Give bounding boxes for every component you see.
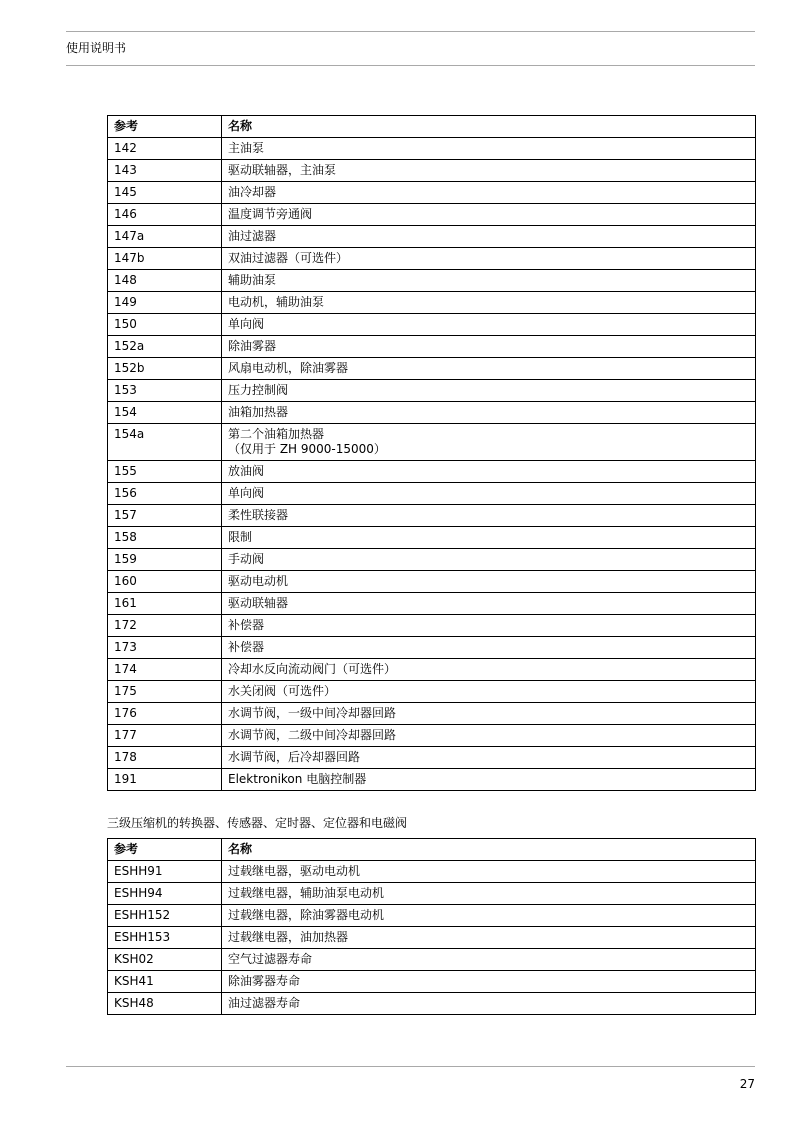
row-name-line: 油冷却器 (228, 185, 277, 199)
row-ref-cell: KSH02 (108, 949, 222, 971)
row-ref-cell: 152a (108, 336, 222, 358)
row-name-cell (222, 681, 756, 703)
row-name-cell (222, 549, 756, 571)
table-row (108, 461, 756, 483)
row-name-cell (222, 380, 756, 402)
row-name-line: 空气过滤器寿命 (228, 952, 313, 966)
row-ref-cell: 142 (108, 138, 222, 160)
row-ref-cell: 175 (108, 681, 222, 703)
row-ref-cell: 143 (108, 160, 222, 182)
row-name-line: 单向阀 (228, 486, 265, 500)
row-name-line: 过载继电器，辅助油泵电动机 (228, 886, 385, 900)
row-name-cell (222, 402, 756, 424)
table-row (108, 681, 756, 703)
row-ref-cell: 150 (108, 314, 222, 336)
row-name-line: 辅助油泵 (228, 273, 277, 287)
row-name-cell (222, 292, 756, 314)
table-row (108, 138, 756, 160)
table-row (108, 615, 756, 637)
row-name-cell (222, 861, 756, 883)
row-name-line: 压力控制阀 (228, 383, 289, 397)
row-name-line: 双油过滤器（可选件） (228, 251, 349, 265)
header-rule-top (66, 31, 755, 32)
row-name-line: 主油泵 (228, 141, 265, 155)
footer-rule (66, 1066, 755, 1067)
row-ref-cell: 152b (108, 358, 222, 380)
table-row (108, 505, 756, 527)
table-row (108, 270, 756, 292)
row-ref-cell: 157 (108, 505, 222, 527)
row-name-line: 柔性联接器 (228, 508, 289, 522)
row-name-line: 水关闭阀（可选件） (228, 684, 337, 698)
table-row (108, 358, 756, 380)
row-name-line: 温度调节旁通阀 (228, 207, 313, 221)
table-row (108, 160, 756, 182)
row-ref-cell: 154 (108, 402, 222, 424)
row-ref-cell: 161 (108, 593, 222, 615)
section-caption: 三级压缩机的转换器、传感器、定时器、定位器和电磁阀 (107, 816, 408, 830)
row-name-cell (222, 971, 756, 993)
row-name-line: 放油阀 (228, 464, 265, 478)
table-row (108, 861, 756, 883)
sensor-reference-table (107, 838, 756, 1015)
column-header-name: 名称 (222, 116, 756, 138)
row-name-line: 油过滤器 (228, 229, 277, 243)
row-ref-cell: 174 (108, 659, 222, 681)
row-ref-cell: 191 (108, 769, 222, 791)
table-row (108, 204, 756, 226)
row-ref-cell: ESHH152 (108, 905, 222, 927)
row-name-cell (222, 424, 756, 461)
row-name-line: 驱动联轴器 (228, 596, 289, 610)
row-name-line: 风扇电动机，除油雾器 (228, 361, 349, 375)
row-ref-cell: 160 (108, 571, 222, 593)
row-ref-cell: 172 (108, 615, 222, 637)
row-name-cell (222, 314, 756, 336)
column-header-ref: 参考 (108, 116, 222, 138)
row-ref-cell: 177 (108, 725, 222, 747)
row-ref-cell: 178 (108, 747, 222, 769)
row-name-line: 过载继电器，油加热器 (228, 930, 349, 944)
row-name-line: 补偿器 (228, 640, 265, 654)
row-ref-cell: 149 (108, 292, 222, 314)
row-name-cell (222, 505, 756, 527)
row-name-line: 冷却水反向流动阀门（可选件） (228, 662, 397, 676)
row-name-cell (222, 905, 756, 927)
row-name-cell (222, 703, 756, 725)
table-row (108, 593, 756, 615)
row-name-cell (222, 204, 756, 226)
header-rule-bottom (66, 65, 755, 66)
table-row (108, 659, 756, 681)
table-row (108, 971, 756, 993)
table-row (108, 703, 756, 725)
table-row (108, 883, 756, 905)
table-row (108, 226, 756, 248)
row-name-line: 限制 (228, 530, 253, 544)
row-ref-cell: 155 (108, 461, 222, 483)
column-header-ref: 参考 (108, 839, 222, 861)
row-ref-cell: 153 (108, 380, 222, 402)
row-ref-cell: 159 (108, 549, 222, 571)
row-ref-cell: ESHH94 (108, 883, 222, 905)
row-name-cell (222, 182, 756, 204)
row-ref-cell: KSH48 (108, 993, 222, 1015)
row-name-line: 水调节阀，一级中间冷却器回路 (228, 706, 397, 720)
row-name-line: 手动阀 (228, 552, 265, 566)
row-name-line: 第二个油箱加热器 (228, 427, 325, 441)
table-row (108, 314, 756, 336)
row-name-cell (222, 138, 756, 160)
row-name-line: 驱动联轴器，主油泵 (228, 163, 337, 177)
component-reference-table (107, 115, 756, 791)
table-row (108, 483, 756, 505)
row-name-cell (222, 270, 756, 292)
row-name-cell (222, 336, 756, 358)
row-name-cell (222, 527, 756, 549)
table-row (108, 993, 756, 1015)
row-name-line: 过载继电器，驱动电动机 (228, 864, 361, 878)
table-row (108, 905, 756, 927)
table-row (108, 292, 756, 314)
row-name-cell (222, 358, 756, 380)
table-row (108, 182, 756, 204)
table-row (108, 527, 756, 549)
document-title: 使用说明书 (66, 41, 127, 55)
row-ref-cell: 158 (108, 527, 222, 549)
table-row (108, 927, 756, 949)
row-name-cell (222, 949, 756, 971)
table-row (108, 424, 756, 461)
row-name-cell (222, 883, 756, 905)
row-ref-cell: 148 (108, 270, 222, 292)
row-name-cell (222, 993, 756, 1015)
row-name-line: 水调节阀，后冷却器回路 (228, 750, 361, 764)
page-number: 27 (739, 1077, 755, 1091)
row-name-cell (222, 571, 756, 593)
row-ref-cell: 145 (108, 182, 222, 204)
row-name-line: 电动机，辅助油泵 (228, 295, 325, 309)
table-header-row (108, 116, 756, 138)
row-ref-cell: KSH41 (108, 971, 222, 993)
table-row (108, 747, 756, 769)
table-row (108, 248, 756, 270)
table-body (108, 138, 756, 791)
table-body (108, 861, 756, 1015)
row-name-line: 油过滤器寿命 (228, 996, 301, 1010)
row-name-cell (222, 226, 756, 248)
row-ref-cell: 147b (108, 248, 222, 270)
row-ref-cell: 156 (108, 483, 222, 505)
table-row (108, 637, 756, 659)
table-row (108, 549, 756, 571)
row-name-line: Elektronikon 电脑控制器 (228, 772, 367, 786)
row-name-line: 除油雾器 (228, 339, 277, 353)
table-row (108, 769, 756, 791)
table-header-row (108, 839, 756, 861)
row-ref-cell: 173 (108, 637, 222, 659)
row-name-cell (222, 248, 756, 270)
table-row (108, 380, 756, 402)
row-name-cell (222, 659, 756, 681)
row-name-line: 补偿器 (228, 618, 265, 632)
table-row (108, 402, 756, 424)
row-name-line: 水调节阀，二级中间冷却器回路 (228, 728, 397, 742)
row-name-line: 过载继电器，除油雾器电动机 (228, 908, 385, 922)
table-row (108, 725, 756, 747)
row-name-cell (222, 927, 756, 949)
row-ref-cell: 147a (108, 226, 222, 248)
row-name-cell (222, 615, 756, 637)
row-name-cell (222, 637, 756, 659)
row-name-cell (222, 725, 756, 747)
row-ref-cell: 154a (108, 424, 222, 461)
row-ref-cell: ESHH153 (108, 927, 222, 949)
row-name-line: （仅用于 ZH 9000-15000） (228, 442, 386, 456)
table-row (108, 571, 756, 593)
row-name-line: 驱动电动机 (228, 574, 289, 588)
row-name-line: 除油雾器寿命 (228, 974, 301, 988)
row-name-cell (222, 747, 756, 769)
column-header-name: 名称 (222, 839, 756, 861)
row-ref-cell: ESHH91 (108, 861, 222, 883)
row-name-cell (222, 483, 756, 505)
row-name-cell (222, 461, 756, 483)
table-row (108, 949, 756, 971)
row-name-line: 油箱加热器 (228, 405, 289, 419)
row-ref-cell: 146 (108, 204, 222, 226)
row-name-line: 单向阀 (228, 317, 265, 331)
row-name-cell (222, 593, 756, 615)
table-row (108, 336, 756, 358)
row-name-cell (222, 769, 756, 791)
row-ref-cell: 176 (108, 703, 222, 725)
row-name-cell (222, 160, 756, 182)
